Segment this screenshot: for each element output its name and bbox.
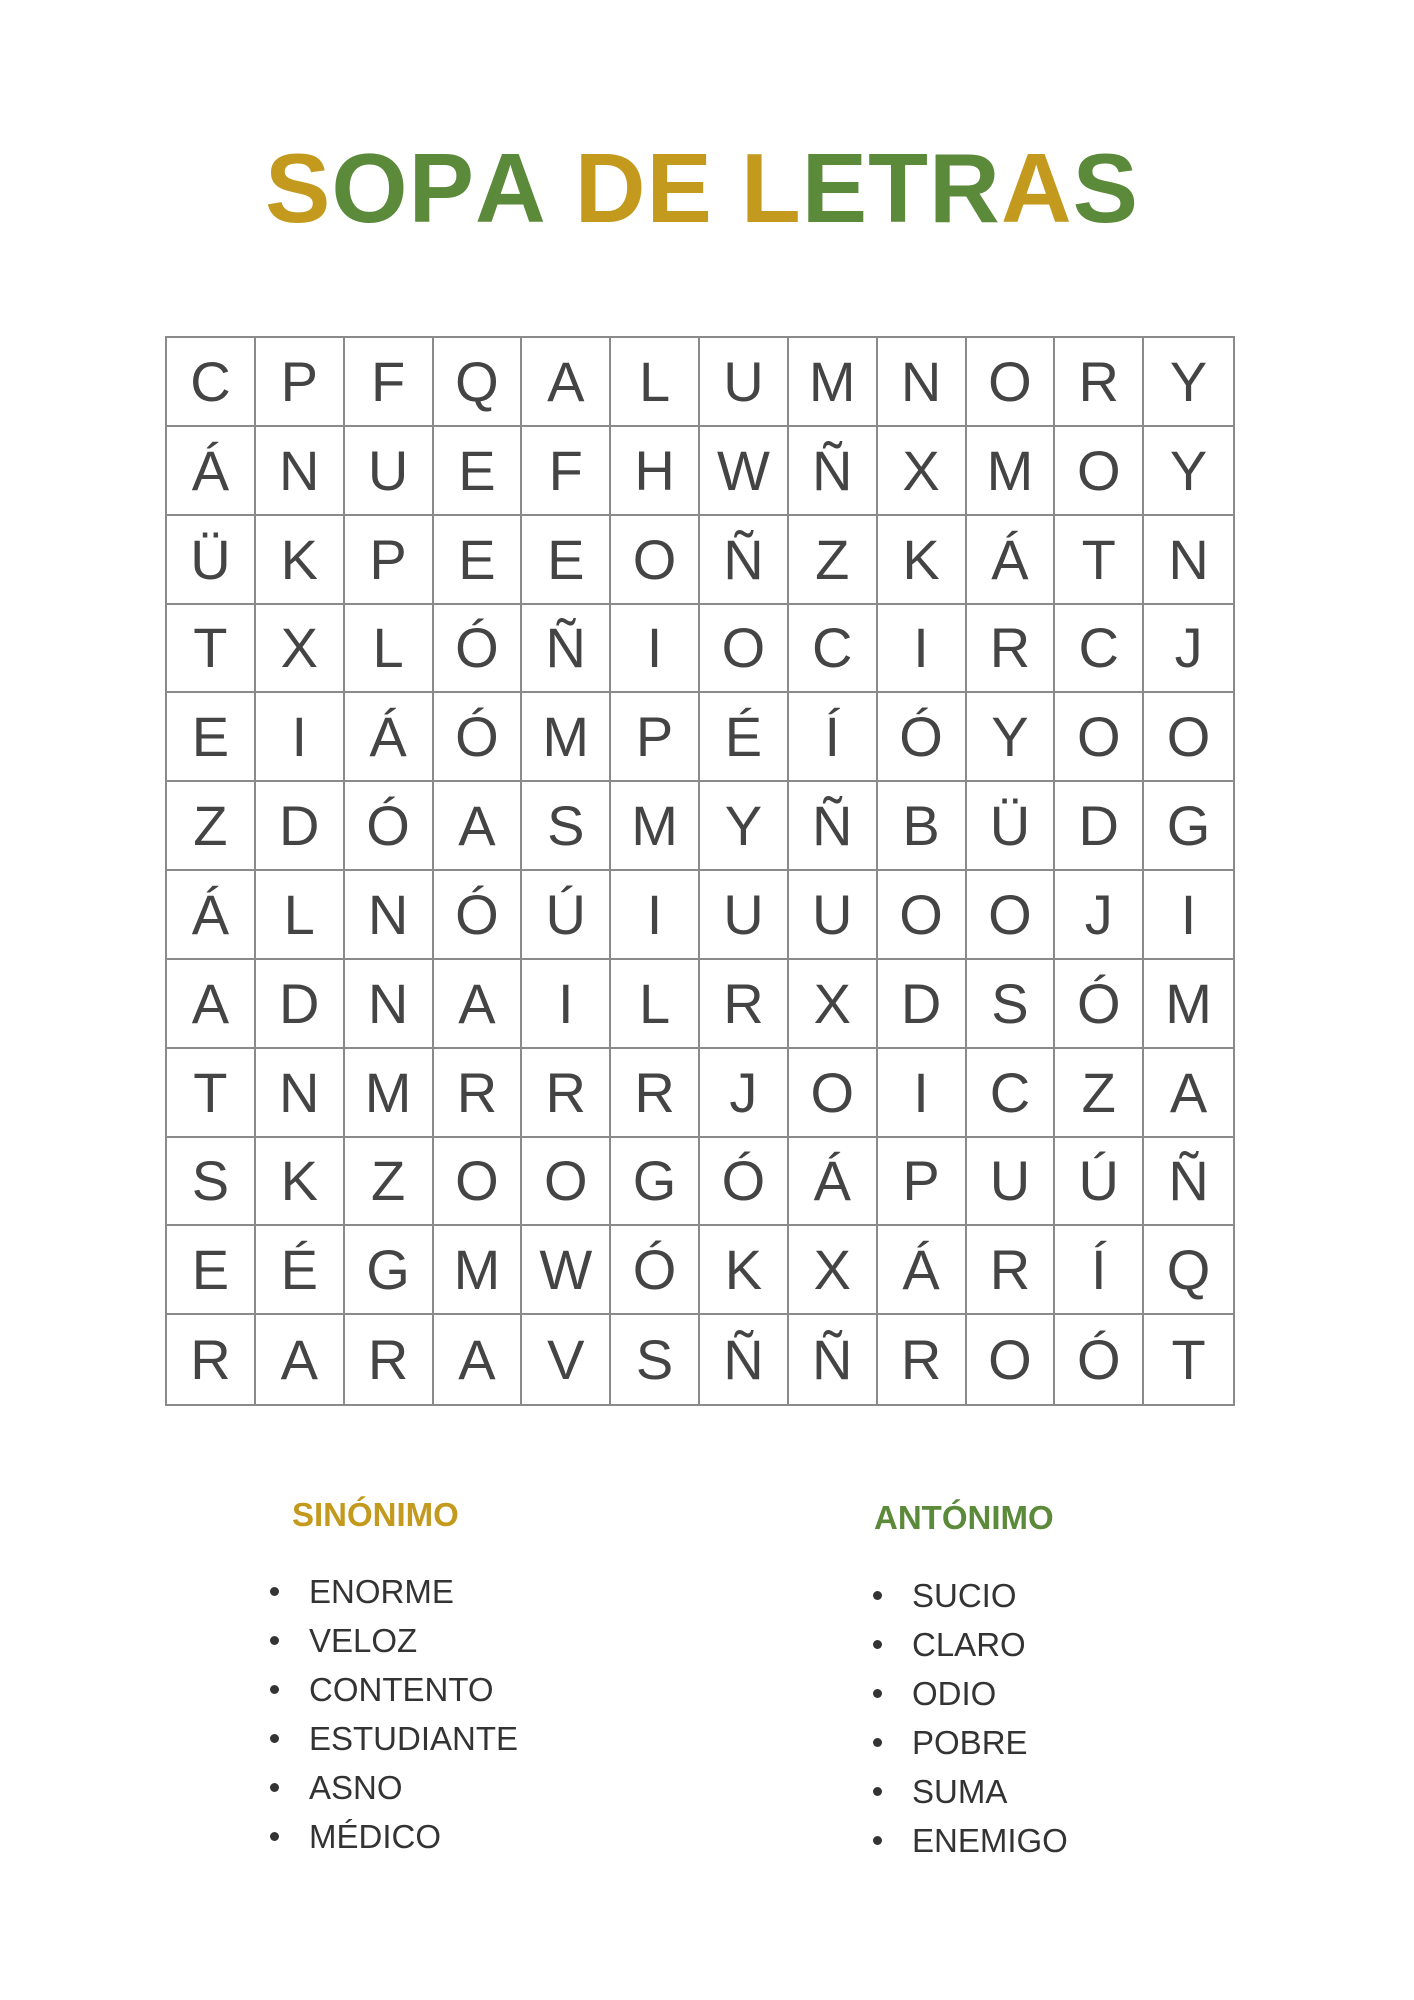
title-letter: D (574, 133, 647, 243)
grid-cell[interactable]: M (967, 427, 1056, 516)
grid-cell[interactable]: T (1171, 1328, 1206, 1392)
grid-cell[interactable]: Á (789, 1138, 878, 1227)
word-label: ASNO (309, 1769, 403, 1806)
word-label: ESTUDIANTE (309, 1720, 519, 1757)
grid-cell[interactable]: É (256, 1226, 345, 1315)
grid-cell[interactable]: Ú (1055, 1138, 1144, 1227)
grid-cell[interactable]: X (789, 1226, 878, 1315)
grid-cell[interactable]: R (967, 1226, 1056, 1315)
grid-cell[interactable]: T (1055, 516, 1144, 605)
grid-cell[interactable]: Ó (345, 782, 434, 871)
grid-cell[interactable]: Á (167, 427, 256, 516)
grid-cell[interactable]: Ñ (700, 516, 789, 605)
grid-cell[interactable]: J (1144, 605, 1233, 694)
grid-cell[interactable]: M (522, 693, 611, 782)
list-item (873, 1620, 1068, 1669)
grid-cell[interactable]: R (700, 960, 789, 1049)
bullet-icon (873, 1591, 882, 1600)
grid-cell[interactable]: E (167, 1226, 256, 1315)
title-letter: S (1072, 133, 1139, 243)
grid-cell[interactable]: G (611, 1138, 700, 1227)
grid-cell[interactable]: M (345, 1049, 434, 1138)
title-letter (713, 128, 741, 248)
title-letter: P (408, 133, 475, 243)
word-label: SUCIO (912, 1577, 1017, 1614)
grid-cell[interactable]: W (522, 1226, 611, 1315)
grid-cell[interactable]: A (256, 1315, 345, 1404)
grid-cell[interactable]: Í (789, 693, 878, 782)
grid-cell[interactable]: Ñ (789, 1315, 878, 1404)
grid-cell[interactable]: Y (1144, 427, 1233, 516)
list-item (873, 1718, 1068, 1767)
grid-cell[interactable]: A (167, 960, 256, 1049)
grid-cell[interactable]: P (878, 1138, 967, 1227)
grid-cell[interactable]: O (967, 1315, 1056, 1404)
grid-cell[interactable]: O (434, 1138, 523, 1227)
grid-cell[interactable]: E (434, 427, 523, 516)
grid-cell[interactable]: D (878, 960, 967, 1049)
antonyms-list (873, 1571, 1068, 1865)
list-item (270, 1714, 518, 1763)
grid-cell[interactable]: E (167, 693, 256, 782)
bullet-icon (873, 1836, 882, 1845)
grid-cell[interactable]: R (522, 1049, 611, 1138)
grid-cell[interactable]: O (967, 871, 1056, 960)
word-search-grid (165, 336, 1235, 1406)
grid-cell[interactable]: C (967, 1049, 1056, 1138)
grid-cell[interactable]: N (256, 427, 345, 516)
bullet-icon (270, 1685, 279, 1694)
list-item (270, 1665, 518, 1714)
grid-cell[interactable]: K (700, 1226, 789, 1315)
grid-cell[interactable]: U (700, 338, 789, 427)
grid-cell[interactable]: Á (345, 693, 434, 782)
grid-cell[interactable]: M (611, 782, 700, 871)
list-item (270, 1763, 518, 1812)
grid-cell[interactable]: L (611, 960, 700, 1049)
grid-cell[interactable]: A (434, 960, 523, 1049)
grid-cell[interactable]: S (611, 1315, 700, 1404)
bullet-icon (873, 1738, 882, 1747)
grid-cell[interactable]: D (256, 960, 345, 1049)
grid-cell[interactable]: Á (878, 1226, 967, 1315)
list-item (873, 1669, 1068, 1718)
grid-cell[interactable]: U (967, 1138, 1056, 1227)
grid-cell[interactable]: M (1144, 960, 1233, 1049)
list-item (270, 1567, 518, 1616)
grid-cell[interactable]: O (967, 338, 1056, 427)
title-letter: A (1000, 133, 1073, 243)
title-letter: T (868, 133, 930, 243)
grid-cell[interactable]: L (611, 338, 700, 427)
grid-cell[interactable]: D (1055, 782, 1144, 871)
grid-cell[interactable]: W (700, 427, 789, 516)
bullet-icon (873, 1787, 882, 1796)
grid-cell[interactable]: A (522, 338, 611, 427)
grid-cell[interactable]: E (522, 516, 611, 605)
grid-cell[interactable]: E (434, 516, 523, 605)
grid-cell[interactable]: X (878, 427, 967, 516)
bullet-icon (270, 1587, 279, 1596)
grid-cell[interactable]: N (878, 338, 967, 427)
grid-cell[interactable]: O (1144, 693, 1233, 782)
page-title (0, 128, 1414, 248)
grid-cell[interactable]: Ó (1055, 1315, 1144, 1404)
grid-cell[interactable]: V (522, 1315, 611, 1404)
grid-cell[interactable]: R (878, 1315, 967, 1404)
list-item (270, 1616, 518, 1665)
grid-cell[interactable]: K (878, 516, 967, 605)
grid-cell[interactable]: Z (167, 782, 256, 871)
title-letter: E (801, 133, 869, 243)
grid-cell[interactable]: F (522, 427, 611, 516)
grid-cell[interactable]: C (1055, 605, 1144, 694)
grid-cell[interactable]: T (167, 605, 256, 694)
grid-cell[interactable]: Ñ (522, 605, 611, 694)
word-label: ENEMIGO (912, 1822, 1068, 1859)
bullet-icon (270, 1832, 279, 1841)
antonyms-heading: ANTÓNIMO (874, 1499, 1054, 1536)
grid-cell[interactable]: O (700, 605, 789, 694)
grid-cell[interactable]: Ü (167, 516, 256, 605)
grid-cell[interactable]: A (1144, 1049, 1233, 1138)
grid-cell[interactable]: U (345, 427, 434, 516)
grid-cell[interactable]: R (1055, 338, 1144, 427)
grid-cell[interactable]: H (611, 427, 700, 516)
grid-cell[interactable]: Z (1055, 1049, 1144, 1138)
grid-cell[interactable]: Ó (611, 1226, 700, 1315)
grid-cell[interactable]: I (522, 960, 611, 1049)
grid-cell[interactable]: É (700, 693, 789, 782)
grid-cell[interactable]: Ó (434, 871, 523, 960)
grid-cell[interactable]: U (700, 871, 789, 960)
word-label: CLARO (912, 1626, 1026, 1663)
grid-cell[interactable]: I (878, 605, 967, 694)
grid-cell[interactable]: N (256, 1049, 345, 1138)
list-item (873, 1767, 1068, 1816)
grid-cell[interactable]: O (789, 1049, 878, 1138)
grid-cell[interactable]: J (1055, 871, 1144, 960)
word-label: MÉDICO (309, 1818, 441, 1855)
grid-cell[interactable]: D (256, 782, 345, 871)
grid-cell[interactable]: K (256, 1138, 345, 1227)
grid-cell[interactable]: S (167, 1138, 256, 1227)
grid-cell[interactable]: Ó (878, 693, 967, 782)
grid-cell[interactable]: Z (345, 1138, 434, 1227)
grid-cell[interactable]: K (256, 516, 345, 605)
grid-cell[interactable]: C (167, 338, 256, 427)
grid-cell[interactable]: O (878, 871, 967, 960)
grid-cell[interactable]: I (1144, 871, 1233, 960)
grid-cell[interactable]: Y (700, 782, 789, 871)
synonyms-heading: SINÓNIMO (292, 1496, 459, 1533)
grid-cell[interactable]: R (167, 1315, 256, 1404)
grid-cell[interactable]: Á (167, 871, 256, 960)
grid-cell[interactable]: X (789, 960, 878, 1049)
bullet-icon (270, 1783, 279, 1792)
grid-cell[interactable]: J (700, 1049, 789, 1138)
grid-cell[interactable]: Ó (700, 1138, 789, 1227)
grid-cell[interactable]: L (345, 605, 434, 694)
grid-cell[interactable]: Ñ (789, 782, 878, 871)
word-label: VELOZ (309, 1622, 418, 1659)
grid-cell[interactable]: G (1144, 782, 1233, 871)
grid-cell[interactable]: O (1055, 693, 1144, 782)
grid-cell[interactable]: Ñ (1144, 1138, 1233, 1227)
grid-cell[interactable]: S (967, 960, 1056, 1049)
grid-cell[interactable]: N (345, 960, 434, 1049)
title-letter (547, 128, 575, 248)
grid-cell[interactable]: Í (1055, 1226, 1144, 1315)
grid-cell[interactable]: R (611, 1049, 700, 1138)
grid-cell[interactable]: Ú (522, 871, 611, 960)
grid-cell[interactable]: O (522, 1138, 611, 1227)
grid-cell[interactable]: P (256, 338, 345, 427)
grid-cell[interactable]: N (1144, 516, 1233, 605)
grid-cell[interactable]: Z (789, 516, 878, 605)
bullet-icon (270, 1636, 279, 1645)
grid-cell[interactable]: Y (1144, 338, 1233, 427)
grid-cell[interactable]: R (434, 1049, 523, 1138)
grid-cell[interactable]: Ó (434, 605, 523, 694)
list-item (873, 1816, 1068, 1865)
word-label: ENORME (309, 1573, 454, 1610)
grid-cell[interactable]: A (434, 782, 523, 871)
word-label: CONTENTO (309, 1671, 494, 1708)
grid-cell[interactable]: Ñ (700, 1315, 789, 1404)
grid-cell[interactable]: U (789, 871, 878, 960)
synonyms-list (270, 1567, 518, 1861)
title-letter: A (474, 133, 547, 243)
grid-cell[interactable]: Q (1144, 1226, 1233, 1315)
grid-cell[interactable]: A (434, 1315, 523, 1404)
grid-cell[interactable]: Q (434, 338, 523, 427)
grid-cell[interactable]: T (167, 1049, 256, 1138)
grid-cell[interactable]: Ó (1055, 960, 1144, 1049)
grid-cell[interactable]: Ñ (789, 427, 878, 516)
word-label: ODIO (912, 1675, 997, 1712)
grid-cell[interactable]: I (611, 871, 700, 960)
grid-cell[interactable]: I (256, 693, 345, 782)
bullet-icon (873, 1640, 882, 1649)
grid-cell[interactable]: Ó (434, 693, 523, 782)
grid-cell[interactable]: Ü (967, 782, 1056, 871)
grid-cell[interactable]: M (789, 338, 878, 427)
grid-cell[interactable]: F (345, 338, 434, 427)
title-letter: E (646, 133, 713, 243)
title-letter: O (331, 133, 409, 243)
grid-cell[interactable]: I (878, 1049, 967, 1138)
grid-cell[interactable]: X (256, 605, 345, 694)
grid-cell[interactable]: I (611, 605, 700, 694)
grid-cell[interactable]: P (611, 693, 700, 782)
list-item (270, 1812, 518, 1861)
list-item (873, 1571, 1068, 1620)
grid-cell[interactable]: N (345, 871, 434, 960)
grid-cell[interactable]: C (789, 605, 878, 694)
grid-cell[interactable]: Y (967, 693, 1056, 782)
grid-cell[interactable]: B (878, 782, 967, 871)
grid-cell[interactable]: P (345, 516, 434, 605)
word-label: POBRE (912, 1724, 1028, 1761)
grid-cell[interactable]: S (522, 782, 611, 871)
grid-cell[interactable]: M (434, 1226, 523, 1315)
title-letter: R (929, 133, 1001, 243)
title-letter: L (740, 133, 802, 243)
word-label: SUMA (912, 1773, 1008, 1810)
grid-cell[interactable]: Á (967, 516, 1056, 605)
bullet-icon (873, 1689, 882, 1698)
grid-cell[interactable]: G (345, 1226, 434, 1315)
grid-cell[interactable]: R (967, 605, 1056, 694)
grid-cell[interactable]: R (345, 1315, 434, 1404)
title-letter: S (265, 133, 332, 243)
grid-cell[interactable]: O (611, 516, 700, 605)
bullet-icon (270, 1734, 279, 1743)
grid-cell[interactable]: O (1055, 427, 1144, 516)
grid-cell[interactable]: L (256, 871, 345, 960)
